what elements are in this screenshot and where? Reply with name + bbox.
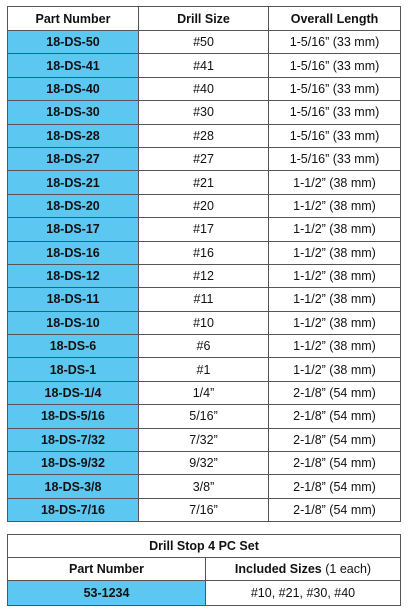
set-title-row [8,535,401,558]
drill-size-cell: #12 [139,264,269,287]
part-number-cell: 18-DS-7/16 [8,498,139,521]
header-overall-length: Overall Length [269,7,401,31]
drill-size-cell: #1 [139,358,269,381]
overall-length-cell: 2-1/8” (54 mm) [269,428,401,451]
set-header-row [8,558,401,581]
table-row [8,288,401,311]
part-number-cell: 18-DS-3/8 [8,475,139,498]
table-row [8,475,401,498]
part-number-cell: 18-DS-50 [8,31,139,54]
set-header-included-sizes [206,558,401,581]
part-number-cell: 18-DS-12 [8,264,139,287]
table-row [8,405,401,428]
drill-size-cell: #41 [139,54,269,77]
part-number-cell: 18-DS-10 [8,311,139,334]
overall-length-cell: 1-1/2” (38 mm) [269,264,401,287]
drill-size-cell: #27 [139,147,269,170]
overall-length-cell: 2-1/8” (54 mm) [269,498,401,521]
drill-size-cell: #30 [139,101,269,124]
drill-size-cell: 1/4” [139,381,269,404]
overall-length-cell: 2-1/8” (54 mm) [269,452,401,475]
overall-length-cell: 1-5/16” (33 mm) [269,147,401,170]
table-row [8,77,401,100]
overall-length-cell: 1-5/16” (33 mm) [269,54,401,77]
overall-length-cell: 1-5/16” (33 mm) [269,31,401,54]
table-row [8,218,401,241]
overall-length-cell: 1-1/2” (38 mm) [269,171,401,194]
drill-size-cell: #10 [139,311,269,334]
part-number-cell: 18-DS-6 [8,335,139,358]
table-row [8,101,401,124]
table-row [8,171,401,194]
part-number-cell: 18-DS-5/16 [8,405,139,428]
drill-size-cell: #40 [139,77,269,100]
part-number-cell: 18-DS-21 [8,171,139,194]
table-row [8,124,401,147]
overall-length-cell: 2-1/8” (54 mm) [269,405,401,428]
set-included-sizes-cell: #10, #21, #30, #40 [206,581,401,606]
included-sizes-note: (1 each) [325,562,372,576]
set-part-number-cell: 53-1234 [8,581,206,606]
overall-length-cell: 1-1/2” (38 mm) [269,311,401,334]
part-number-cell: 18-DS-16 [8,241,139,264]
drill-size-cell: #50 [139,31,269,54]
drill-size-cell: #17 [139,218,269,241]
drill-size-cell: 5/16” [139,405,269,428]
overall-length-cell: 1-1/2” (38 mm) [269,241,401,264]
part-number-cell: 18-DS-11 [8,288,139,311]
included-sizes-label: Included Sizes [234,562,322,576]
part-number-cell: 18-DS-20 [8,194,139,217]
drill-stop-table [7,6,401,522]
drill-size-cell: #16 [139,241,269,264]
overall-length-cell: 1-1/2” (38 mm) [269,194,401,217]
part-number-cell: 18-DS-7/32 [8,428,139,451]
header-part-number: Part Number [8,7,139,31]
part-number-cell: 18-DS-1 [8,358,139,381]
table-row [8,452,401,475]
overall-length-cell: 1-5/16” (33 mm) [269,101,401,124]
overall-length-cell: 1-1/2” (38 mm) [269,288,401,311]
overall-length-cell: 1-5/16” (33 mm) [269,77,401,100]
part-number-cell: 18-DS-28 [8,124,139,147]
part-number-cell: 18-DS-41 [8,54,139,77]
table-header-row [8,7,401,31]
overall-length-cell: 1-1/2” (38 mm) [269,358,401,381]
table-row [8,194,401,217]
overall-length-cell: 2-1/8” (54 mm) [269,381,401,404]
table-row [8,498,401,521]
part-number-cell: 18-DS-17 [8,218,139,241]
drill-size-cell: 7/16” [139,498,269,521]
drill-size-cell: #20 [139,194,269,217]
part-number-cell: 18-DS-30 [8,101,139,124]
drill-size-cell: #6 [139,335,269,358]
set-title: Drill Stop 4 PC Set [8,535,401,558]
overall-length-cell: 1-1/2” (38 mm) [269,335,401,358]
overall-length-cell: 1-1/2” (38 mm) [269,218,401,241]
table-row [8,358,401,381]
drill-stop-set-table [7,534,401,606]
part-number-cell: 18-DS-27 [8,147,139,170]
part-number-cell: 18-DS-40 [8,77,139,100]
table-row [8,31,401,54]
drill-size-cell: 9/32” [139,452,269,475]
drill-size-cell: #28 [139,124,269,147]
table-row [8,381,401,404]
drill-size-cell: 7/32” [139,428,269,451]
table-row [8,335,401,358]
set-data-row [8,581,401,606]
table-row [8,241,401,264]
overall-length-cell: 2-1/8” (54 mm) [269,475,401,498]
set-header-part-number: Part Number [8,558,206,581]
table-row [8,264,401,287]
drill-size-cell: #11 [139,288,269,311]
drill-size-cell: #21 [139,171,269,194]
drill-size-cell: 3/8” [139,475,269,498]
overall-length-cell: 1-5/16” (33 mm) [269,124,401,147]
header-drill-size: Drill Size [139,7,269,31]
table-row [8,311,401,334]
part-number-cell: 18-DS-9/32 [8,452,139,475]
table-row [8,54,401,77]
part-number-cell: 18-DS-1/4 [8,381,139,404]
table-row [8,147,401,170]
table-row [8,428,401,451]
